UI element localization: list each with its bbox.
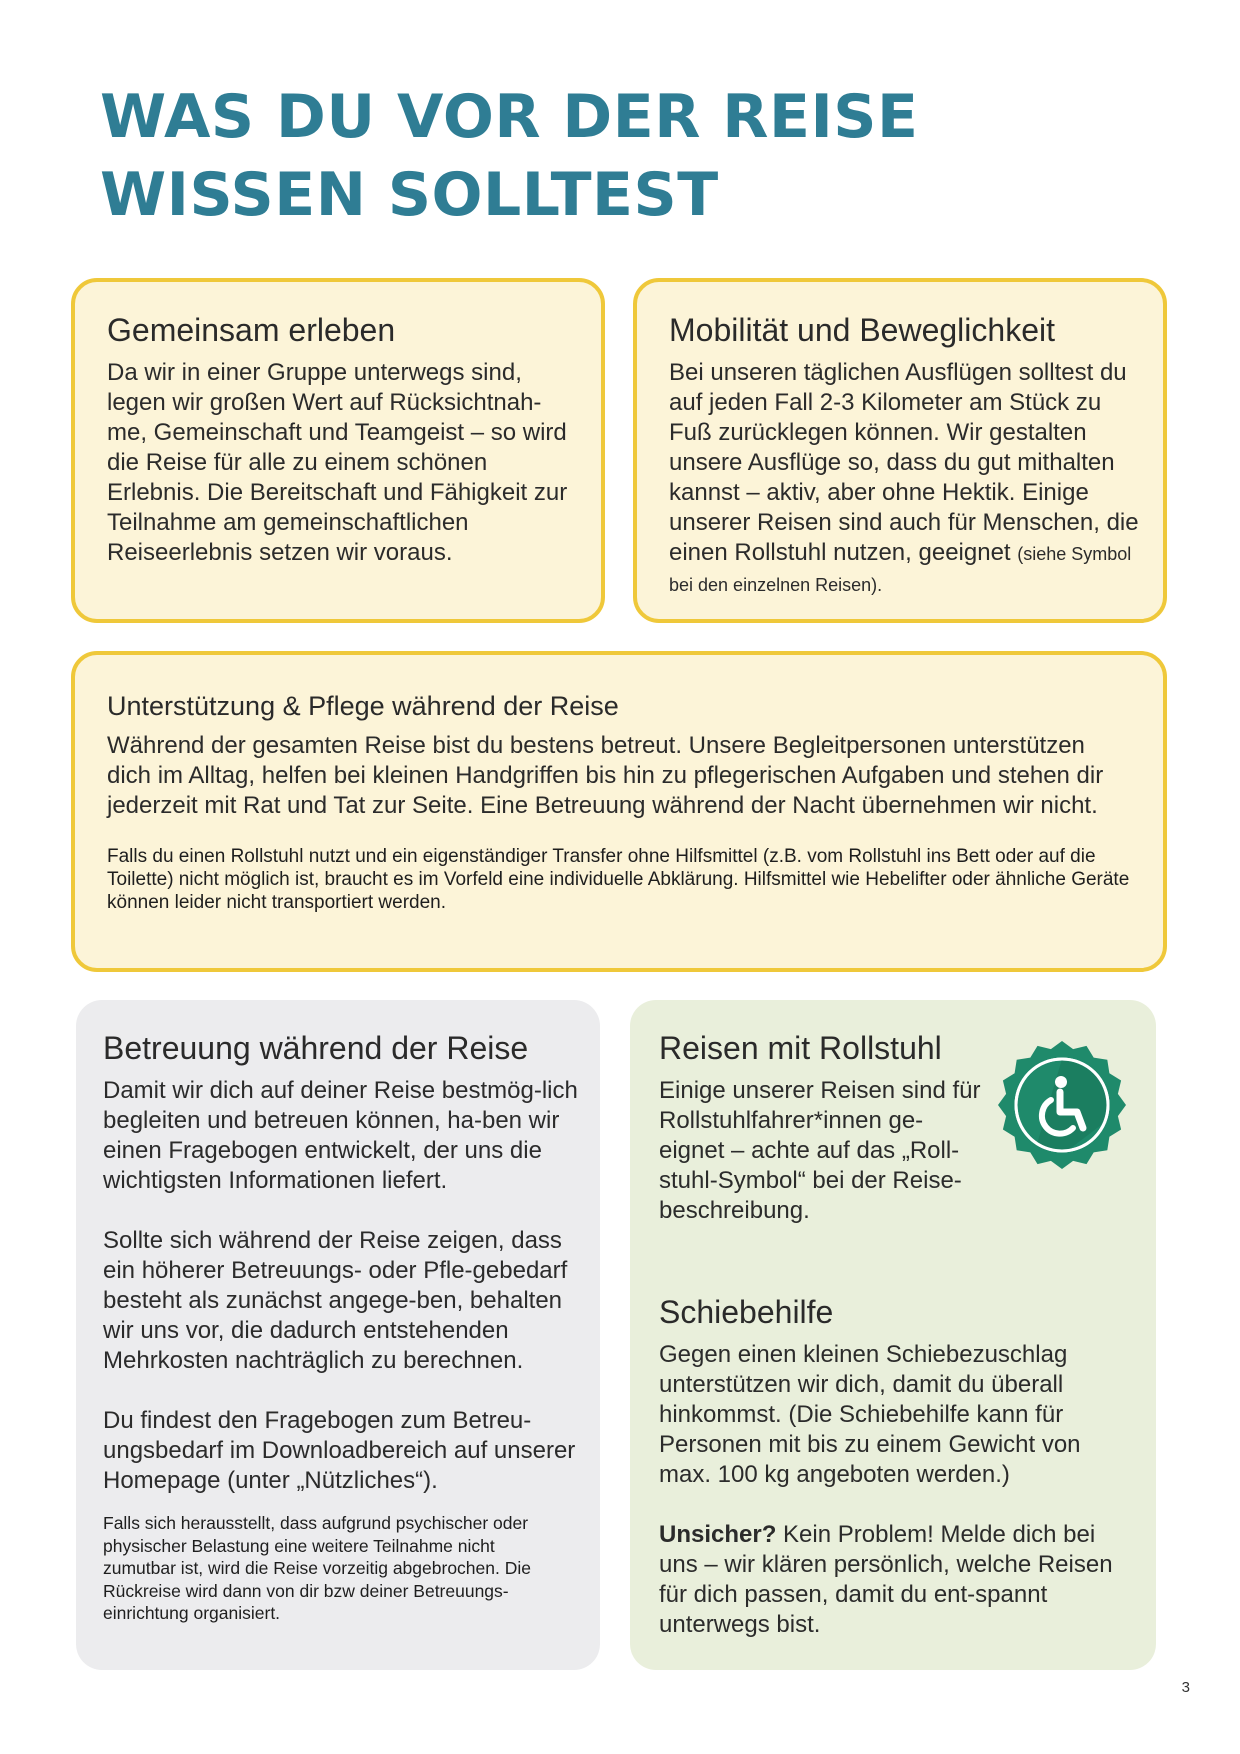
rollstuhl-text: Einige unserer Reisen sind für Rollstuhlfahrer*innen ge-eignet – achte auf das „Roll-stuhl-Symbol“ bei der Reise-beschreibung. [659, 1077, 981, 1224]
page-title-line-2: WISSEN SOLLTEST [100, 160, 719, 230]
betreuung-paragraph-1: Damit wir dich auf deiner Reise bestmög-lich begleiten und betreuen können, ha-ben wir einen Fragebogen entwickelt, der uns die wichtigsten Informationen liefert. [103, 1077, 578, 1194]
unsicher-bold: Unsicher? [659, 1521, 777, 1548]
mobilitaet-text [669, 358, 1143, 600]
rollstuhl-heading: Reisen mit Rollstuhl [659, 1030, 942, 1066]
betreuung-heading: Betreuung während der Reise [103, 1030, 529, 1066]
unsicher-text [659, 1520, 1138, 1640]
page-title-line-1: WAS DU VOR DER REISE [100, 82, 919, 152]
rollstuhl-box [630, 1000, 1156, 1670]
betreuung-box [76, 1000, 600, 1670]
gemeinsam-erleben-heading: Gemeinsam erleben [107, 312, 396, 348]
betreuung-paragraph-3: Du findest den Fragebogen zum Betreu-ungsbedarf im Downloadbereich auf unserer Homepage (unter „Nützliches“). [103, 1407, 576, 1494]
pflege-text: Während der gesamten Reise bist du bestens betreut. Unsere Begleitpersonen unterstützen dich im Alltag, helfen bei kleinen Handgriffen bis hin zu pflegerischen Aufgaben und stehen dir jederzeit mit Rat und Tat zur Seite. Eine Betreuung während der Nacht übernehmen wir nicht. [107, 732, 1104, 819]
pflege-note: Falls du einen Rollstuhl nutzt und ein eigenständiger Transfer ohne Hilfsmittel (z.B. vom Rollstuhl ins Bett oder auf die Toilette) nicht möglich ist, braucht es im Vorfeld eine individuelle Abklärung. Hilfsmittel wie Hebelifter oder ähnliche Geräte können leider nicht transportiert werden. [107, 846, 1130, 913]
schiebehilfe-text: Gegen einen kleinen Schiebezuschlag unterstützen wir dich, damit du überall hinkommst. (Die Schiebehilfe kann für Personen mit bis zu einem Gewicht von max. 100 kg angeboten werden.) [659, 1341, 1081, 1488]
mobilitaet-text-main: Bei unseren täglichen Ausflügen solltest du auf jeden Fall 2-3 Kilometer am Stück zu Fuß zurücklegen können. Wir gestalten unsere Ausflüge so, dass du gut mithalten kannst – aktiv, aber ohne Hektik. Einige unserer Reisen sind auch für Menschen, die einen Rollstuhl nutzen, geeignet [669, 359, 1139, 566]
page-title [100, 78, 919, 234]
unsicher-rest: Kein Problem! Melde dich bei uns – wir klären persönlich, welche Reisen für dich passen, damit du ent-spannt unterwegs bist. [659, 1521, 1113, 1638]
mobilitaet-heading: Mobilität und Beweglichkeit [669, 312, 1055, 348]
schiebehilfe-heading: Schiebehilfe [659, 1294, 834, 1330]
page-number: 3 [1181, 1679, 1190, 1696]
mobilitaet-box [633, 278, 1167, 623]
gemeinsam-erleben-box [71, 278, 605, 623]
pflege-box [71, 651, 1167, 972]
betreuung-note: Falls sich herausstellt, dass aufgrund psychischer oder physischer Belastung eine weitere Teilnahme nicht zumutbar ist, wird die Reise vorzeitig abgebrochen. Die Rückreise wird dann von dir bzw deiner Betreuungs-einrichtung organisiert. [103, 1513, 531, 1623]
betreuung-paragraph-2: Sollte sich während der Reise zeigen, dass ein höherer Betreuungs- oder Pfle-gebedarf besteht als zunächst angege-ben, behalten wir uns vor, die dadurch entstehenden Mehrkosten nachträglich zu berechnen. [103, 1227, 568, 1374]
pflege-heading: Unterstützung & Pflege während der Reise [107, 691, 619, 721]
wheelchair-icon [998, 1041, 1126, 1169]
mobilitaet-note: (siehe Symbol bei den einzelnen Reisen). [669, 544, 1132, 595]
gemeinsam-erleben-text: Da wir in einer Gruppe unterwegs sind, legen wir großen Wert auf Rücksichtnah-me, Gemeinschaft und Teamgeist – so wird die Reise für alle zu einem schönen Erlebnis. Die Bereitschaft und Fähigkeit zur Teilnahme am gemeinschaftlichen Reiseerlebnis setzen wir voraus. [107, 359, 568, 566]
wheelchair-badge [997, 1040, 1127, 1170]
